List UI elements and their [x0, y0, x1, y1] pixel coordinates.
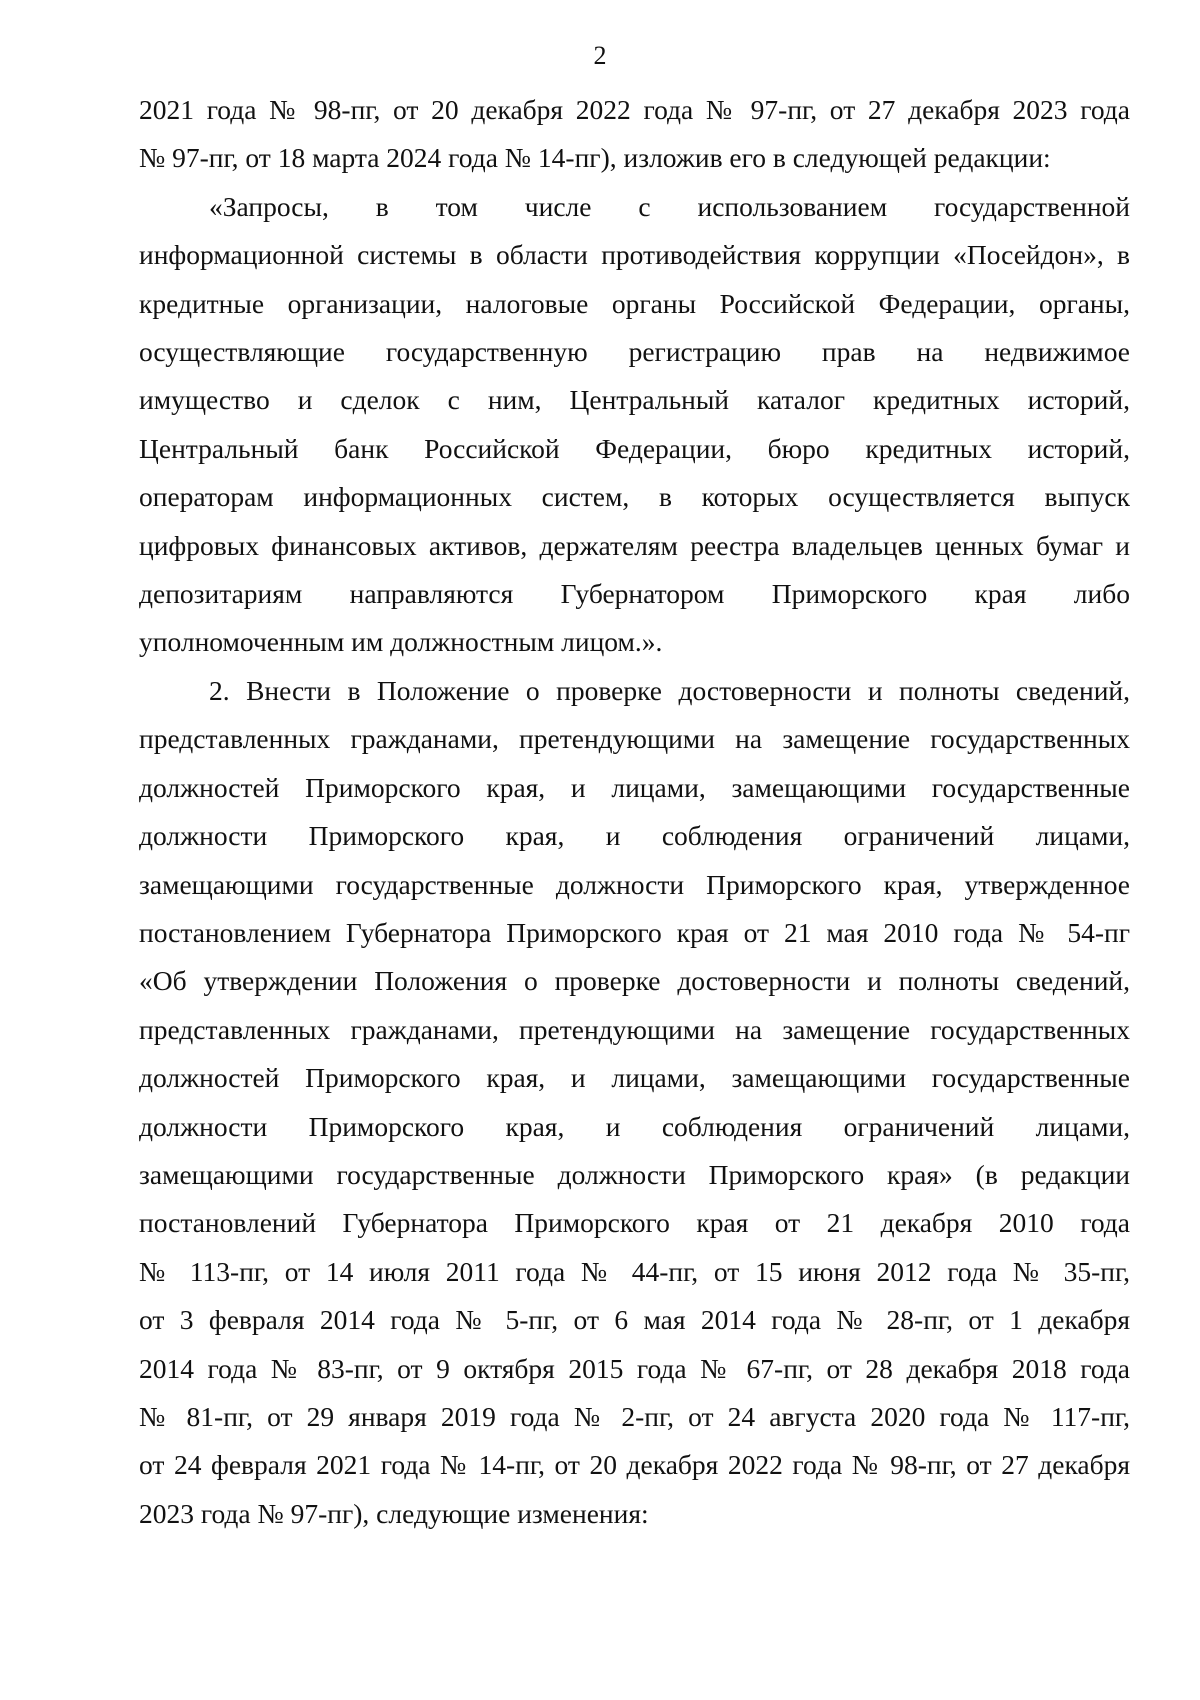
text-line: должности Приморского края, и соблюдения ограничений лицами, [139, 820, 1130, 852]
paragraph-quoted-amendment [139, 183, 1130, 667]
text-line: осуществляющие государственную регистрацию прав на недвижимое [139, 336, 1130, 368]
text-line: № 97-пг, от 18 марта 2024 года № 14-пг), изложив его в следующей редакции: [139, 142, 1051, 174]
text-line: 2. Внести в Положение о проверке достоверности и полноты сведений, [209, 674, 1130, 706]
text-line: 2014 года № 83-пг, от 9 октября 2015 года № 67-пг, от 28 декабря 2018 года [139, 1352, 1130, 1384]
text-line: операторам информационных систем, в которых осуществляется выпуск [139, 481, 1130, 513]
text-line: должностей Приморского края, и лицами, замещающими государственные [139, 771, 1130, 803]
text-line: цифровых финансовых активов, держателям реестра владельцев ценных бумаг и [139, 529, 1130, 561]
paragraph-item-2 [139, 667, 1130, 1538]
text-line: имущество и сделок с ним, Центральный каталог кредитных историй, [139, 384, 1130, 416]
page-number: 2 [593, 41, 607, 70]
text-line: замещающими государственные должности Приморского края, утвержденное [139, 868, 1130, 900]
paragraph-continuation [139, 86, 1130, 183]
text-line: представленных гражданами, претендующими на замещение государственных [139, 1013, 1130, 1045]
text-line: должностей Приморского края, и лицами, замещающими государственные [139, 1062, 1130, 1094]
text-line: № 81-пг, от 29 января 2019 года № 2-пг, от 24 августа 2020 года № 117-пг, [139, 1400, 1130, 1432]
text-line: должности Приморского края, и соблюдения ограничений лицами, [139, 1110, 1130, 1142]
text-line: представленных гражданами, претендующими на замещение государственных [139, 723, 1130, 755]
text-line: № 113-пг, от 14 июля 2011 года № 44-пг, от 15 июня 2012 года № 35-пг, [139, 1255, 1130, 1287]
text-line: «Об утверждении Положения о проверке достоверности и полноты сведений, [139, 965, 1130, 997]
text-line: кредитные организации, налоговые органы Российской Федерации, органы, [139, 287, 1130, 319]
text-line: от 24 февраля 2021 года № 14-пг, от 20 декабря 2022 года № 98-пг, от 27 декабря [139, 1449, 1130, 1481]
text-line: депозитариям направляются Губернатором Приморского края либо [139, 578, 1130, 610]
text-line: постановлений Губернатора Приморского края от 21 декабря 2010 года [139, 1207, 1130, 1239]
text-line: информационной системы в области противодействия коррупции «Посейдон», в [139, 239, 1130, 271]
text-line: замещающими государственные должности Приморского края» (в редакции [139, 1158, 1130, 1190]
text-line: Центральный банк Российской Федерации, бюро кредитных историй, [139, 432, 1130, 464]
document-body [139, 86, 1130, 1538]
text-line: 2023 года № 97-пг), следующие изменения: [139, 1497, 649, 1529]
text-line: уполномоченным им должностным лицом.». [139, 626, 663, 658]
text-line: постановлением Губернатора Приморского края от 21 мая 2010 года № 54-пг [139, 916, 1130, 948]
text-line: от 3 февраля 2014 года № 5-пг, от 6 мая 2014 года № 28-пг, от 1 декабря [139, 1304, 1130, 1336]
text-line: 2021 года № 98-пг, от 20 декабря 2022 года № 97-пг, от 27 декабря 2023 года [139, 94, 1130, 125]
text-line: «Запросы, в том числе с использованием государственной [209, 190, 1130, 222]
